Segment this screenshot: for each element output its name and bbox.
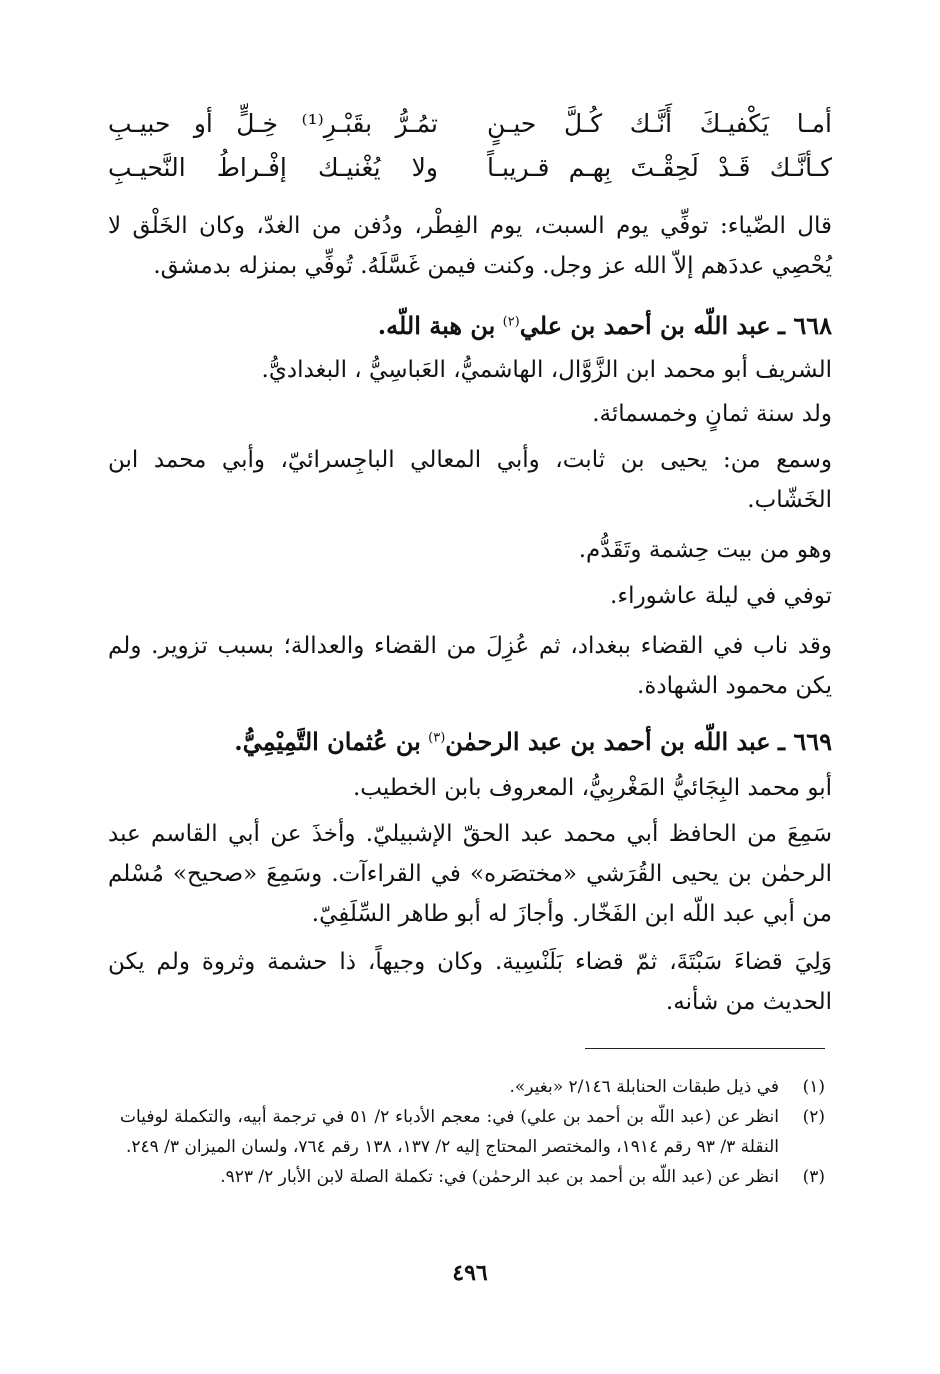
footnotes [120,1072,825,1192]
entry-668-name-part1: عبد اللّه بن أحمد بن علي [519,311,771,340]
page-number: ٤٩٦ [452,1260,488,1286]
death-note-paragraph: قال الضّياء: توفِّي يوم السبت، يوم الفِطْر، ودُفن من الغدّ، وكان الخَلْق لا يُحْصِي عددَهم إلاّ الله عز وجل. وكنت فيمن غَسَّلَهُ. تُوفِّي بمنزله بدمشق. [108,213,832,279]
entry-668-number: ٦٦٨ ـ [777,311,832,340]
entry-669-number: ٦٦٩ ـ [777,727,832,756]
footnote-1 [120,1072,825,1102]
footnote-2-text: انظر عن (عبد اللّه بن أحمد بن علي) في: معجم الأدباء ٢/ ٥١ في ترجمة أبيه، والتكملة لوفيات النقلة ٣/ ٩٣ رقم ١٩١٤، والمختصر المحتاج إليه ٢/ ١٣٧، ١٣٨ رقم ٧٦٤، ولسان الميزان ٣/ ٢٤٩. [120,1107,779,1157]
footnote-3-number: (٣) [802,1167,825,1187]
entry-668-line-5: توفي في ليلة عاشوراء. [610,583,832,609]
footnote-3-text: انظر عن (عبد اللّه بن أحمد بن عبد الرحمٰن) في: تكملة الصلة لابن الأبار ٢/ ٩٢٣. [220,1167,779,1187]
entry-669-line-1: أبو محمد البِجَائيُّ المَغْربِيُّ، المعروف بابن الخطيب. [352,775,832,801]
entry-668-heading [108,306,832,347]
poem-verse-1 [108,102,832,146]
verse-2-first-hemistich: كـأنَّـك قَـدْ لَحِقْـتَ بِهـم قـريبـاً [487,153,832,182]
entry-668-line-3: وسمع من: يحيى بن ثابت، وأبي المعالي الباجِسرائيّ، وأبي محمد ابن الخَشّاب. [108,447,832,513]
entry-668-footnote-ref: (٢) [502,314,520,330]
entry-669-name-part2: بن عُثمان التَّمِيْمِيُّ. [234,727,421,756]
entry-669-line-3: وَلِيَ قضاءَ سَبْتَةَ، ثمّ قضاء بَلَنْسِية. وكان وجيهاً، ذا حشمة وثروة ولم يكن الحديث من شأنه. [108,949,832,1015]
footnote-3 [120,1162,825,1192]
poem-verse-2 [108,146,832,190]
entry-669-name-part1: عبد اللّه بن أحمد بن عبد الرحمٰن [445,727,771,756]
entry-668-line-1: الشريف أبو محمد ابن الزَّوَّال، الهاشميُّ، العَباسِيُّ ، البغداديُّ. [261,357,832,383]
verse-2-second-hemistich: ولا يُغْنيـك إفْـراطُ النَّحيـبِ [108,153,438,182]
footnote-1-number: (١) [802,1077,825,1097]
footnote-1-text: في ذيل طبقات الحنابلة ٢/١٤٦ «بغير». [509,1077,779,1097]
poem [108,102,832,192]
entry-669-footnote-ref: (٣) [428,730,446,746]
entry-668-name-part2: بن هبة اللّه. [377,311,496,340]
footnote-2-number: (٢) [802,1107,825,1127]
footnote-separator [585,1048,825,1049]
entry-669-heading [108,722,832,763]
entry-668-line-2: ولد سنة ثمانٍ وخمسمائة. [592,401,832,427]
entry-669-line-2: سَمِعَ من الحافظ أبي محمد عبد الحقّ الإشبيليّ. وأخذَ عن أبي القاسم عبد الرحمٰن بن يحيى القُرَشي «مختصَره» في القراءآت. وسَمِعَ «صحيح» مُسْلم من أبي عبد اللّه ابن الفَخّار. وأجازَ له أبو طاهر السِّلَفِيّ. [108,821,832,927]
footnote-2 [120,1102,825,1162]
entry-668-line-4: وهو من بيت حِشمة وتَقَدُّم. [578,537,832,563]
entry-668-line-6: وقد ناب في القضاء ببغداد، ثم عُزِلَ من القضاء والعدالة؛ بسبب تزوير. ولم يكن محمود الشهادة. [108,633,832,699]
verse-1-second-hemistich: تمُـرُّ بقَبْـرِ⁽¹⁾ خِـلٍّ أو حبيـبِ [108,109,438,138]
verse-1-first-hemistich: أمـا يَكْفيـكَ أَنَّـك كُـلَّ حيـنٍ [487,109,832,138]
